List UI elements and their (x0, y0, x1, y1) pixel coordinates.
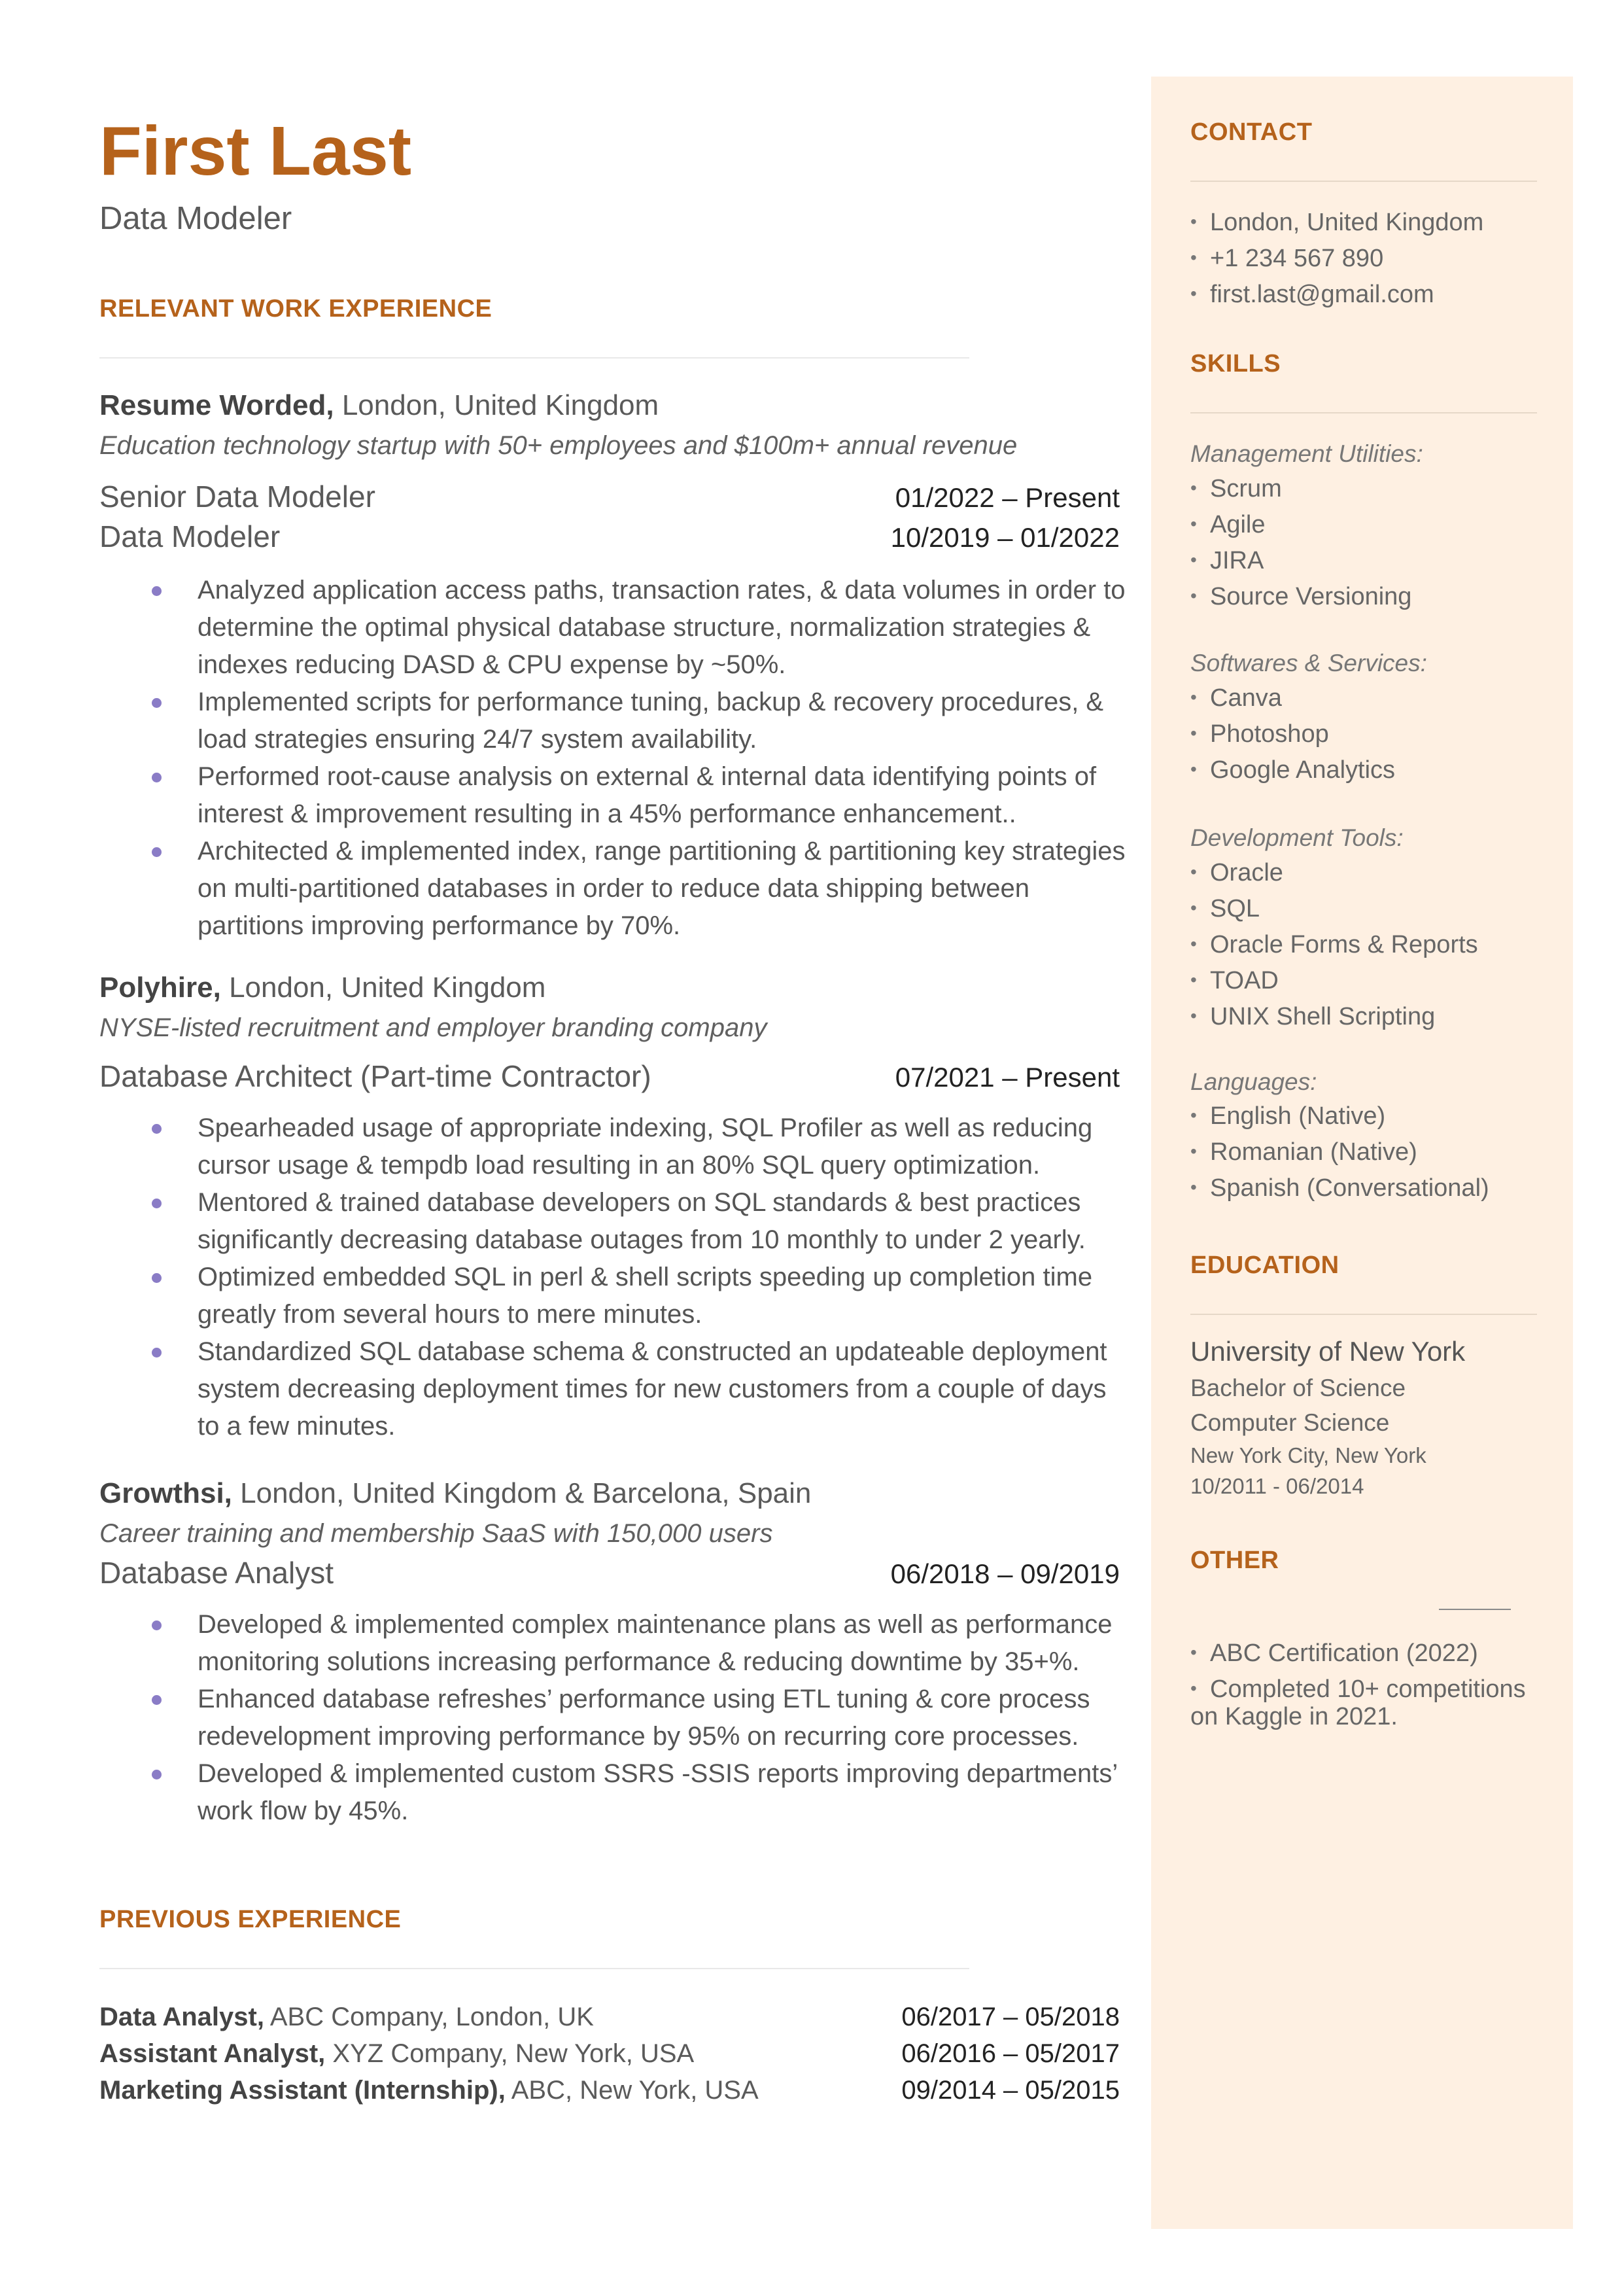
other-item-continuation: on Kaggle in 2021. (1190, 1703, 1398, 1730)
previous-org: ABC, New York, USA (505, 2076, 759, 2105)
previous-experience-heading: PREVIOUS EXPERIENCE (99, 1906, 402, 1933)
contact-heading: CONTACT (1190, 118, 1313, 146)
skills-heading: SKILLS (1190, 350, 1281, 377)
school-name: University of New York (1190, 1336, 1466, 1367)
job-bullets (198, 1110, 1126, 1445)
divider (99, 357, 969, 359)
bullet-item: Implemented scripts for performance tuning, backup & recovery procedures, & load strategies ensuring 24/7 system availability. (198, 684, 1126, 758)
divider (1190, 1314, 1537, 1315)
contact-phone: • +1 234 567 890 (1190, 240, 1483, 276)
other-list (1190, 1635, 1526, 1707)
role-dates: 06/2018 – 09/2019 (890, 1558, 1120, 1589)
skill-item: • Oracle Forms & Reports (1190, 926, 1478, 962)
bullet-item: Mentored & trained database developers on SQL standards & best practices significantly decreasing database outages from 10 monthly to under 2 yearly. (198, 1184, 1126, 1259)
company-location: London, United Kingdom (334, 389, 659, 421)
divider (1190, 181, 1537, 182)
bullet-item: Developed & implemented complex maintenance plans as well as performance monitoring solutions increasing performance & reducing downtime by 35+%. (198, 1606, 1126, 1681)
divider (99, 1968, 969, 1969)
skill-item: • Romanian (Native) (1190, 1134, 1489, 1170)
work-experience-heading: RELEVANT WORK EXPERIENCE (99, 295, 492, 323)
degree: Bachelor of Science (1190, 1375, 1406, 1401)
skill-item: • English (Native) (1190, 1098, 1489, 1134)
other-item: • Completed 10+ competitions (1190, 1671, 1526, 1707)
role-title: Database Architect (Part-time Contractor) (99, 1059, 651, 1093)
education-heading: EDUCATION (1190, 1252, 1339, 1279)
skill-list (1190, 470, 1411, 614)
company-description: NYSE-listed recruitment and employer branding company (99, 1013, 767, 1042)
skill-list (1190, 1098, 1489, 1206)
company-name: Polyhire, (99, 972, 221, 1004)
job-title: Data Modeler (99, 201, 292, 236)
other-heading: OTHER (1190, 1547, 1279, 1574)
role-dates: 01/2022 – Present (895, 482, 1120, 513)
skill-item: • Agile (1190, 506, 1411, 542)
company-location: London, United Kingdom (220, 972, 546, 1004)
sidebar (1151, 77, 1573, 2229)
previous-dates: 06/2017 – 05/2018 (901, 2003, 1120, 2031)
candidate-name: First Last (99, 113, 412, 190)
bullet-item: Analyzed application access paths, transaction rates, & data volumes in order to determine the optimal physical database structure, normalization strategies & indexes reducing DASD & CPU expense by ~50%. (198, 572, 1126, 684)
company-description: Education technology startup with 50+ employees and $100m+ annual revenue (99, 431, 1018, 460)
bullet-item: Performed root-cause analysis on external & internal data identifying points of interest & improvement resulting in a 45% performance enhancement.. (198, 758, 1126, 833)
job-bullets (198, 1606, 1126, 1830)
previous-dates: 06/2016 – 05/2017 (901, 2039, 1120, 2068)
role-dates: 07/2021 – Present (895, 1062, 1120, 1093)
previous-job (99, 2077, 1120, 2103)
skill-item: • Oracle (1190, 854, 1478, 890)
company-description: Career training and membership SaaS with 150,000 users (99, 1519, 773, 1548)
job-company-line (99, 1479, 811, 1508)
bullet-item: Optimized embedded SQL in perl & shell scripts speeding up completion time greatly from several hours to mere minutes. (198, 1259, 1126, 1333)
previous-job (99, 2041, 1120, 2067)
bullet-item: Developed & implemented custom SSRS -SSIS reports improving departments’ work flow by 45%. (198, 1755, 1126, 1830)
skill-item: • Photoshop (1190, 716, 1395, 752)
skill-list (1190, 680, 1395, 788)
skill-item: • JIRA (1190, 542, 1411, 578)
skill-category: Management Utilities: (1190, 440, 1423, 467)
skill-item: • Source Versioning (1190, 578, 1411, 614)
contact-list (1190, 204, 1483, 312)
contact-email[interactable]: • first.last@gmail.com (1190, 276, 1483, 312)
previous-role: Marketing Assistant (Internship), (99, 2076, 506, 2105)
skill-item: • Scrum (1190, 470, 1411, 506)
education-location: New York City, New York (1190, 1443, 1426, 1467)
skill-item: • Canva (1190, 680, 1395, 716)
skill-item: • TOAD (1190, 962, 1478, 998)
skill-category: Languages: (1190, 1068, 1317, 1095)
job-bullets (198, 572, 1126, 945)
company-name: Growthsi, (99, 1477, 232, 1509)
other-item: • ABC Certification (2022) (1190, 1635, 1526, 1671)
divider (1190, 412, 1537, 413)
company-name: Resume Worded, (99, 389, 334, 421)
skill-category: Softwares & Services: (1190, 650, 1427, 676)
contact-location: • London, United Kingdom (1190, 204, 1483, 240)
role-title: Senior Data Modeler (99, 480, 375, 514)
skill-category: Development Tools: (1190, 824, 1404, 851)
role-title: Database Analyst (99, 1556, 334, 1590)
previous-role: Data Analyst, (99, 2003, 264, 2031)
bullet-item: Architected & implemented index, range partitioning & partitioning key strategies on multi-partitioned databases in order to reduce data shipping between partitions improving performance by 70%. (198, 833, 1126, 945)
skill-item: • SQL (1190, 890, 1478, 926)
role-title: Data Modeler (99, 519, 281, 553)
previous-org: ABC Company, London, UK (264, 2003, 594, 2031)
bullet-item: Spearheaded usage of appropriate indexing, SQL Profiler as well as reducing cursor usage & tempdb load resulting in an 80% SQL query optimization. (198, 1110, 1126, 1184)
field-of-study: Computer Science (1190, 1409, 1390, 1436)
skill-list (1190, 854, 1478, 1034)
company-location: London, United Kingdom & Barcelona, Spain (232, 1477, 812, 1509)
role-dates: 10/2019 – 01/2022 (890, 522, 1120, 553)
previous-job (99, 2004, 1120, 2030)
bullet-item: Standardized SQL database schema & constructed an updateable deployment system decreasing deployment times for new customers from a couple of days to a few minutes. (198, 1333, 1126, 1445)
previous-org: XYZ Company, New York, USA (325, 2039, 695, 2068)
education-dates: 10/2011 - 06/2014 (1190, 1474, 1364, 1498)
skill-item: • Google Analytics (1190, 752, 1395, 788)
job-company-line (99, 391, 659, 420)
divider (1439, 1609, 1511, 1610)
skill-item: • Spanish (Conversational) (1190, 1170, 1489, 1206)
job-company-line (99, 973, 545, 1002)
previous-dates: 09/2014 – 05/2015 (901, 2076, 1120, 2105)
skill-item: • UNIX Shell Scripting (1190, 998, 1478, 1034)
previous-role: Assistant Analyst, (99, 2039, 326, 2068)
bullet-item: Enhanced database refreshes’ performance using ETL tuning & core process redevelopment improving performance by 95% on recurring core processes. (198, 1681, 1126, 1755)
